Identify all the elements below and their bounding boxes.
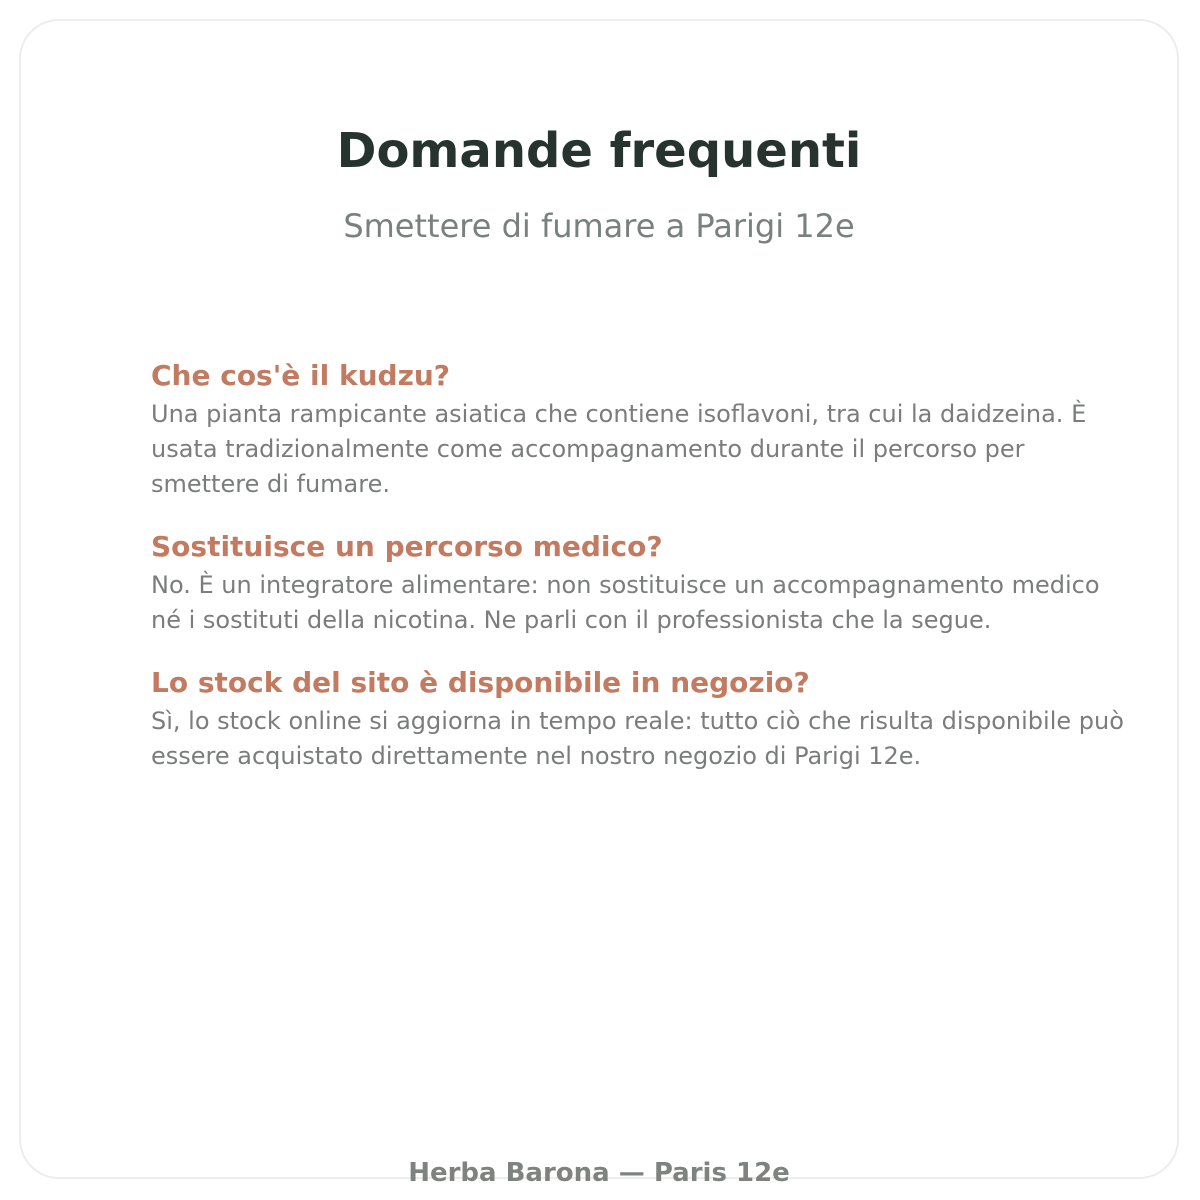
page-title: Domande frequenti bbox=[336, 123, 862, 179]
faq-question: Che cos'è il kudzu? bbox=[151, 359, 451, 392]
faq-answer: No. È un integratore alimentare: non sostituisce un accompagnamento medico né i sostituti della nicotina. Ne parli con il professionista che la segue. bbox=[151, 571, 1100, 634]
faq-answer: Una pianta rampicante asiatica che contiene isoflavoni, tra cui la daidzeina. È usata tradizionalmente come accompagnamento durante il percorso per smettere di fumare. bbox=[151, 400, 1087, 498]
faq-list bbox=[151, 357, 1131, 800]
faq-item-stock bbox=[151, 664, 1131, 774]
faq-question: Lo stock del sito è disponibile in negozio? bbox=[151, 666, 810, 699]
footer-brand: Herba Barona — Paris 12e bbox=[408, 1158, 790, 1188]
faq-answer: Sì, lo stock online si aggiorna in tempo reale: tutto ciò che risulta disponibile può essere acquistato direttamente nel nostro negozio di Parigi 12e. bbox=[151, 707, 1124, 770]
faq-item-medical bbox=[151, 528, 1131, 638]
faq-question: Sostituisce un percorso medico? bbox=[151, 530, 663, 563]
faq-card bbox=[19, 19, 1179, 1188]
faq-item-kudzu bbox=[151, 357, 1131, 502]
page-subtitle: Smettere di fumare a Parigi 12e bbox=[343, 207, 855, 245]
